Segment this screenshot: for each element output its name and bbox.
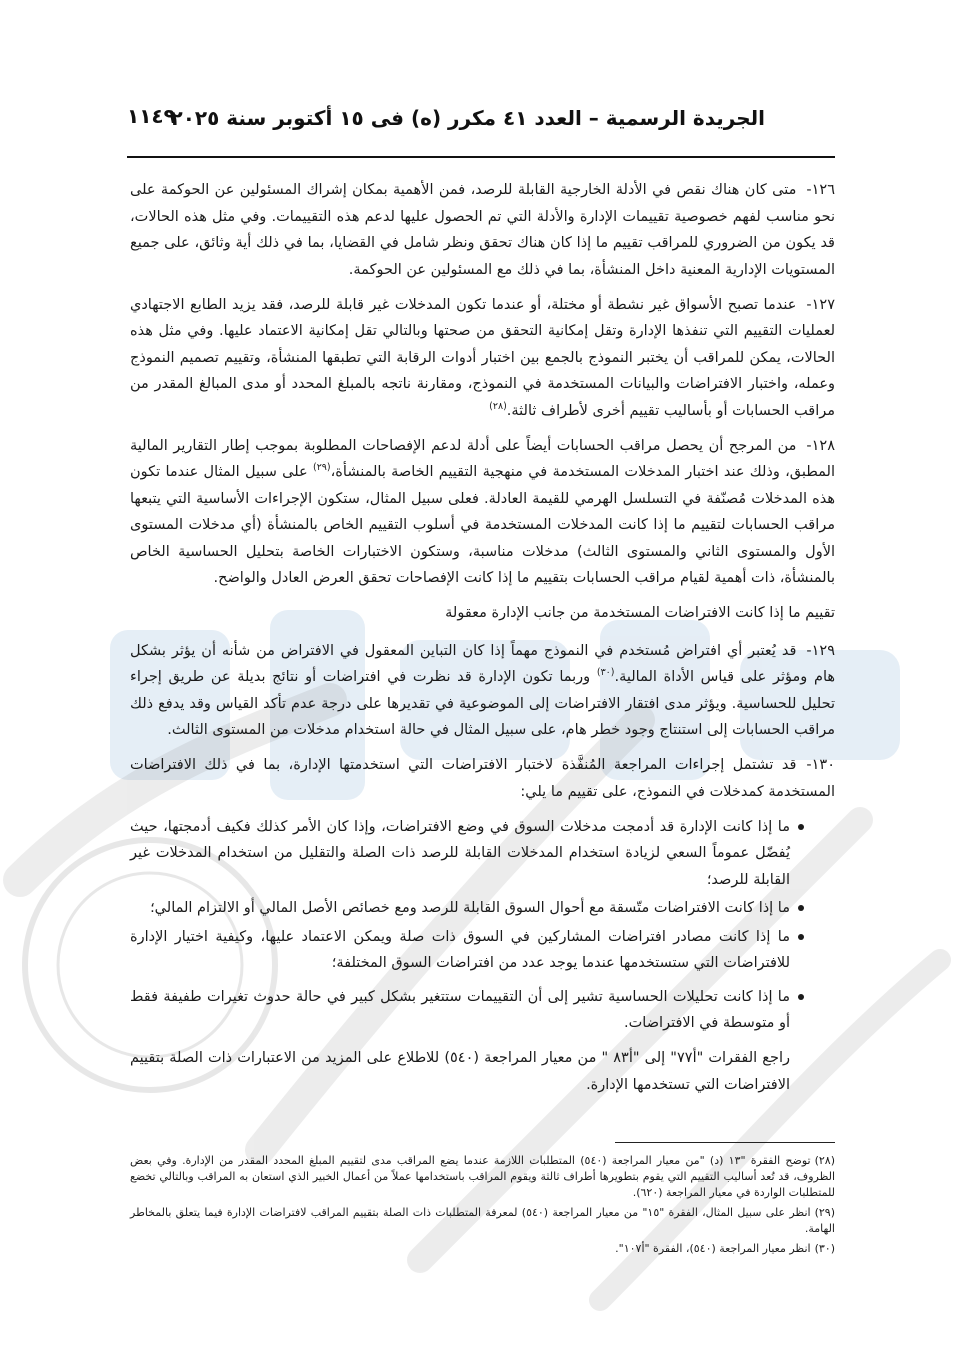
footnote-item xyxy=(130,1153,835,1201)
reference-note: راجع الفقرات "أ٧٧" إلى "أ٨٣ " من معيار المراجعة (٥٤٠) للاطلاع على المزيد من الاعتبارات ذات الصلة بتقييم الافتراضات التي تستخدمها الإدارة. xyxy=(130,1050,791,1093)
footnote-rule xyxy=(615,1142,835,1143)
paragraph-text: متى كان هناك نقص في الأدلة الخارجية القابلة للرصد، فمن الأهمية بمكان إشراك المسئولين عن الحوكمة على نحو مناسب لفهم خصوصية تقييمات الإدارة والأدلة التي تم الحصول عليها لدعم هذه التقييمات. وفي مثل هذه الحالات، قد يكون من الضروري للمراقب تقييم ما إذا كان هناك تحقق ونظر شامل في القضايا، بما في ذلك أية وثائق، على جميع المستويات الإدارية المعنية داخل المنشأة، بما في ذلك مع المسئولين عن الحوكمة. xyxy=(130,182,835,278)
bullet-text: ما إذا كانت تحليلات الحساسية تشير إلى أن التقييمات ستتغير بشكل كبير في حالة حدوث تغيرات طفيفة فقط أو متوسطة في الافتراضات. xyxy=(130,988,790,1031)
footnote-ref: (٣٠) xyxy=(596,667,615,679)
paragraph-number: ١٢٦- xyxy=(806,182,835,198)
paragraph-130 xyxy=(130,752,835,805)
paragraph-text: وربما تكون الإدارة قد نظرت في افتراضات أو نتائج بديلة عن طريق إجراء تحليل للحساسية. ويؤثر مدى افتقار الافتراضات إلى الموضوعية في تقديرها على درجة عدم تأكد القياس وقد يدفع ذلك مراقب الحسابات إلى استنتاج وجود خطر هام، على سبيل المثال في حالة استخدام مدخلات من المستوى الثالث. xyxy=(130,669,835,738)
paragraph-text: قد يُعتبر أي افتراض مُستخدم في النموذج مهماً إذا كان التباين المعقول في الافتراض من شأنه أن يؤثر بشكل هام ومؤثر على قياس الأداة المالية. xyxy=(130,642,836,685)
page-number: ١١٤٩ xyxy=(127,104,176,128)
section-heading: تقييم ما إذا كانت الافتراضات المستخدمة من جانب الإدارة معقولة xyxy=(445,605,835,621)
paragraph-text: من المرجح أن يحصل مراقب الحسابات أيضاً على أدلة لدعم الإفصاحات المطلوبة بموجب إطار التقارير المالية المطبق، وذلك عند اختبار المدخلات المستخدمة في منهجية التقييم الخاصة بالمنشأة، xyxy=(130,437,835,480)
paragraph-text: عندما تصبح الأسواق غير نشطة أو مختلة، أو عندما تكون المدخلات غير قابلة للرصد، فقد يزيد الطابع الاجتهادي لعمليات التقييم التي تنفذها الإدارة وتقل إمكانية التحقق من صحتها وبالتالي تقل إمكانية الاعتماد عليها. وفي مثل هذه الحالات، يمكن للمراقب أن يختبر النموذج بالجمع بين اختبار أدوات الرقابة التي تطبقها المنشأة، وتقييم تصميم النموذج وعمله، واختبار الافتراضات والبيانات المستخدمة في النموذج، ومقارنة ناتجه بالمبلغ المحدد أو مدى المبالغ المقدر من مراقب الحسابات أو بأساليب تقييم أخرى لأطراف ثالثة. xyxy=(130,296,835,419)
page-content xyxy=(130,177,835,1261)
page-header xyxy=(127,102,835,146)
footnote-number: (٣٠) xyxy=(814,1242,835,1255)
paragraph-number: ١٢٨- xyxy=(806,437,835,454)
bullet-icon xyxy=(798,934,804,940)
bullet-icon xyxy=(798,824,804,830)
bullet-item xyxy=(130,984,835,1037)
paragraph-129 xyxy=(130,638,835,744)
bullet-icon xyxy=(798,994,804,1000)
footnote-ref: (٢٨) xyxy=(489,400,507,412)
footnote-item xyxy=(130,1205,835,1237)
footnote-ref: (٢٩) xyxy=(312,462,331,474)
footnote-text: توضح الفقرة "١٣ (د) "من معيار المراجعة (٥٤٠) المتطلبات اللازمة عندما يضع المراقب مدى لتقييم المبلغ المحدد المقدر من الإدارة. وفي بعض الظروف، قد تُعد أساليب التقييم التي يقوم بتطويرها أطراف ثالثة ويقوم المراقب باستخدامها عملاً من أعمال الخبير الذي استعان به المراقب وبالتالي تخضع للمتطلبات الواردة في معيار المراجعة (٦٢٠). xyxy=(130,1154,835,1199)
footnote-text: انظر معيار المراجعة (٥٤٠)، الفقرة "أ١٠٧". xyxy=(615,1242,811,1255)
paragraph-number: ١٣٠- xyxy=(806,757,835,773)
paragraph-number: ١٢٧- xyxy=(806,296,835,313)
bullet-item xyxy=(130,924,835,977)
footnote-item xyxy=(130,1241,835,1257)
bullet-item xyxy=(130,814,835,894)
paragraph-number: ١٢٩- xyxy=(806,642,835,659)
paragraph-127 xyxy=(130,292,835,425)
paragraph-text: قد تشتمل إجراءات المراجعة المُنفَّذة لاختبار الافتراضات التي استخدمتها الإدارة، بما في ذلك الافتراضات المستخدمة كمدخلات في النموذج، على تقييم ما يلي: xyxy=(130,757,835,800)
paragraph-128 xyxy=(130,433,835,592)
paragraph-text: على سبيل المثال عندما تكون هذه المدخلات مُصنّفة في التسلسل الهرمي للقيمة العادلة. فعلى سبيل المثال، ستكون الإجراءات الأساسية التي يتبعها مراقب الحسابات لتقييم ما إذا كانت المدخلات المستخدمة في أسلوب التقييم الخاص بالمنشأة (أي مدخلات المستوى الأول والمستوى الثاني والمستوى الثالث) مدخلات مناسبة، وستكون الاختبارات الخاصة بتحليل الحساسية الخاص بالمنشأة، ذات أهمية لقيام مراقب الحسابات بتقييم ما إذا كانت الإفصاحات تحقق العرض العادل والواضح. xyxy=(130,464,835,586)
footnote-text: انظر على سبيل المثال، الفقرة "١٥" من معيار المراجعة (٥٤٠) لمعرفة المتطلبات ذات الصلة بتقييم المراقب لافتراضات الإدارة فيما يتعلق بالمخاطر الهامة. xyxy=(130,1206,835,1235)
footnote-number: (٢٨) xyxy=(814,1154,835,1167)
header-rule xyxy=(127,156,835,158)
bullet-text: ما إذا كانت الإدارة قد أدمجت مدخلات السوق في وضع الافتراضات، وإذا كان الأمر كذلك فكيف أدمجتها، حيث يُفضّل عموماً السعي لزيادة استخدام المدخلات القابلة للرصد ذات الصلة والتقليل من استخدام المدخلات غير القابلة للرصد؛ xyxy=(130,818,790,888)
bullet-text: ما إذا كانت مصادر افتراضات المشاركين في السوق ذات صلة ويمكن الاعتماد عليها، وكيفية اختيار الإدارة للافتراضات التي ستستخدمها عندما يوجد عدد من افتراضات السوق المختلفة؛ xyxy=(130,928,790,971)
header-title: الجريدة الرسمية – العدد ٤١ مكرر (ه) فى ١٥ أكتوبر سنة ٢٠٢٥ xyxy=(170,106,765,130)
bullet-item xyxy=(130,895,835,922)
bullet-icon xyxy=(798,905,804,911)
paragraph-126 xyxy=(130,177,835,283)
bullet-text: ما إذا كانت الافتراضات متّسقة مع أحوال السوق القابلة للرصد ومع خصائص الأصل المالي أو الالتزام المالي؛ xyxy=(150,900,790,916)
footnote-number: (٢٩) xyxy=(814,1206,835,1219)
footnotes xyxy=(130,1142,835,1257)
bullet-list xyxy=(130,814,835,1037)
